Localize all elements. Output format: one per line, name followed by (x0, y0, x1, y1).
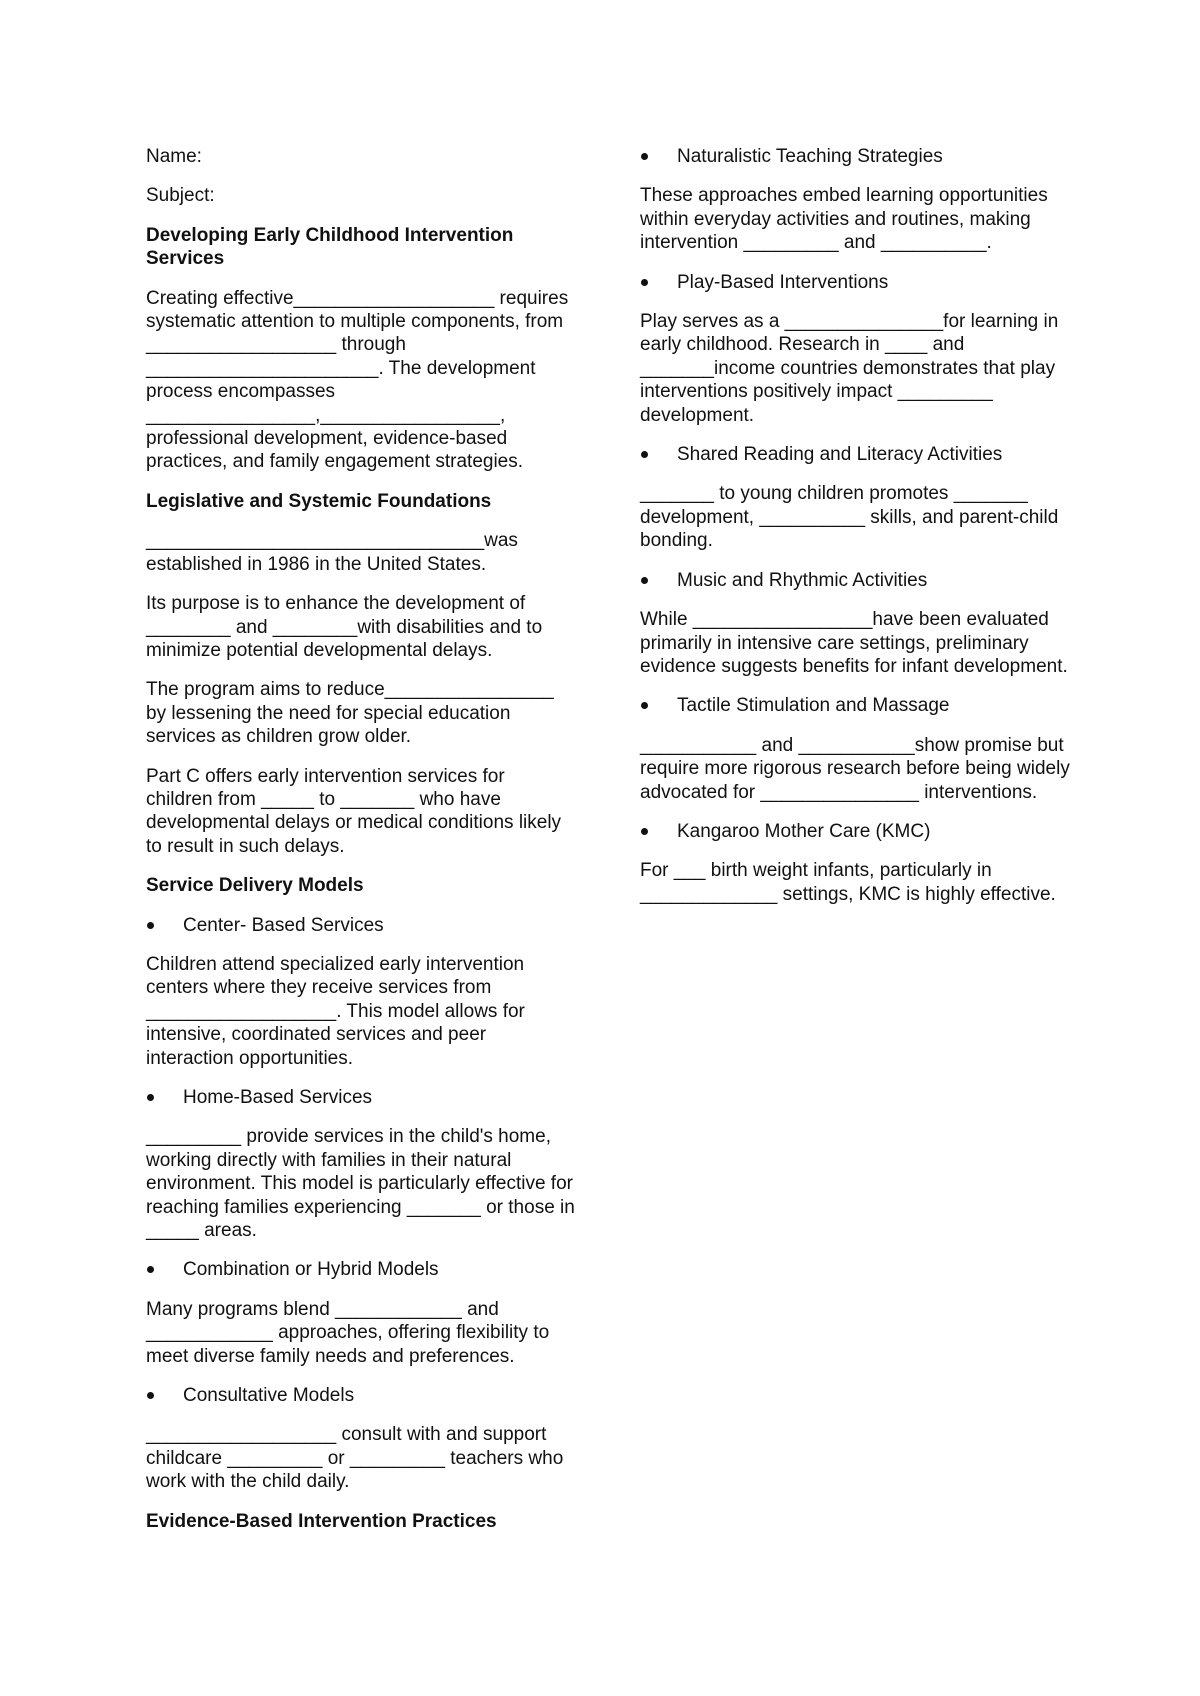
legislative-paragraph-2: Its purpose is to enhance the development of ________ and ________with disabilities and to minimize potential developmental delays. (146, 593, 543, 661)
bullet-label: Combination or Hybrid Models (183, 1259, 439, 1281)
bullet-label: Music and Rhythmic Activities (677, 569, 928, 591)
subject-label: Subject: (146, 185, 215, 207)
bullet-dot-icon (641, 451, 648, 458)
legislative-paragraph-1: ________________________________was established in 1986 in the United States. (146, 530, 518, 575)
name-label: Name: (146, 146, 202, 167)
tactile-stimulation-paragraph: ___________ and ___________show promise but require more rigorous research before being widely advocated for _______________ interventions. (640, 734, 1070, 803)
left-column (146, 145, 576, 1549)
bullet-music-rhythmic (640, 569, 1070, 592)
bullet-dot-icon (641, 153, 648, 160)
bullet-label: Tactile Stimulation and Massage (677, 695, 950, 717)
evidence-based-heading: Evidence-Based Intervention Practices (146, 1510, 497, 1532)
bullet-dot-icon (641, 702, 648, 709)
kangaroo-mother-care-paragraph: For ___ birth weight infants, particularly in _____________ settings, KMC is highly effective. (640, 860, 1056, 905)
right-column (640, 145, 1070, 922)
shared-reading-paragraph: _______ to young children promotes _______ development, __________ skills, and parent-child bonding. (640, 483, 1059, 552)
bullet-kangaroo-mother-care (640, 820, 1070, 843)
bullet-dot-icon (147, 1094, 154, 1101)
bullet-dot-icon (147, 1266, 154, 1273)
bullet-shared-reading (640, 443, 1070, 466)
bullet-label: Kangaroo Mother Care (KMC) (677, 820, 931, 842)
intro-paragraph: Creating effective___________________ requires systematic attention to multiple components, from __________________ through ______________________. The development process encompasses ________________,_________________, professional development, evidence-based practices, and family engagement strategies. (146, 287, 569, 473)
bullet-play-based (640, 271, 1070, 294)
bullet-dot-icon (641, 279, 648, 286)
home-based-paragraph: _________ provide services in the child's home, working directly with families in their natural environment. This model is particularly effective for reaching families experiencing _______ or those in _____ areas. (146, 1126, 575, 1242)
bullet-label: Shared Reading and Literacy Activities (677, 444, 1003, 466)
legislative-paragraph-3: The program aims to reduce________________ by lessening the need for special education services as children grow older. (146, 679, 554, 748)
bullet-label: Home-Based Services (183, 1087, 373, 1108)
bullet-dot-icon (147, 1392, 154, 1399)
document-title: Developing Early Childhood Intervention Services (146, 224, 514, 270)
bullet-naturalistic-teaching (640, 145, 1070, 168)
bullet-center-based (146, 914, 576, 937)
bullet-label: Consultative Models (183, 1385, 355, 1407)
bullet-hybrid-models (146, 1258, 576, 1281)
bullet-home-based (146, 1086, 576, 1109)
bullet-label: Center- Based Services (183, 914, 384, 936)
bullet-consultative-models (146, 1384, 576, 1407)
center-based-paragraph: Children attend specialized early intervention centers where they receive services from __________________. This model allows for intensive, coordinated services and peer interaction opportunities. (146, 953, 525, 1069)
legislative-paragraph-4: Part C offers early intervention services for children from _____ to _______ who have developmental delays or medical conditions likely to result in such delays. (146, 765, 562, 857)
bullet-tactile-stimulation (640, 694, 1070, 717)
bullet-label: Naturalistic Teaching Strategies (677, 146, 943, 167)
bullet-dot-icon (641, 577, 648, 584)
consultative-models-paragraph: __________________ consult with and support childcare _________ or _________ teachers who work with the child daily. (146, 1424, 564, 1493)
hybrid-models-paragraph: Many programs blend ____________ and ____________ approaches, offering flexibility to meet diverse family needs and preferences. (146, 1298, 550, 1367)
bullet-label: Play-Based Interventions (677, 271, 889, 293)
service-delivery-heading: Service Delivery Models (146, 875, 364, 897)
music-rhythmic-paragraph: While _________________have been evaluated primarily in intensive care settings, preliminary evidence suggests benefits for infant development. (640, 609, 1068, 677)
bullet-dot-icon (641, 828, 648, 835)
play-based-paragraph: Play serves as a _______________for learning in early childhood. Research in ____ and _______income countries demonstrates that play interventions positively impact _________ development. (640, 311, 1059, 426)
legislative-heading: Legislative and Systemic Foundations (146, 490, 492, 512)
bullet-dot-icon (147, 922, 154, 929)
naturalistic-paragraph: These approaches embed learning opportunities within everyday activities and routines, making intervention _________ and __________. (640, 185, 1048, 254)
